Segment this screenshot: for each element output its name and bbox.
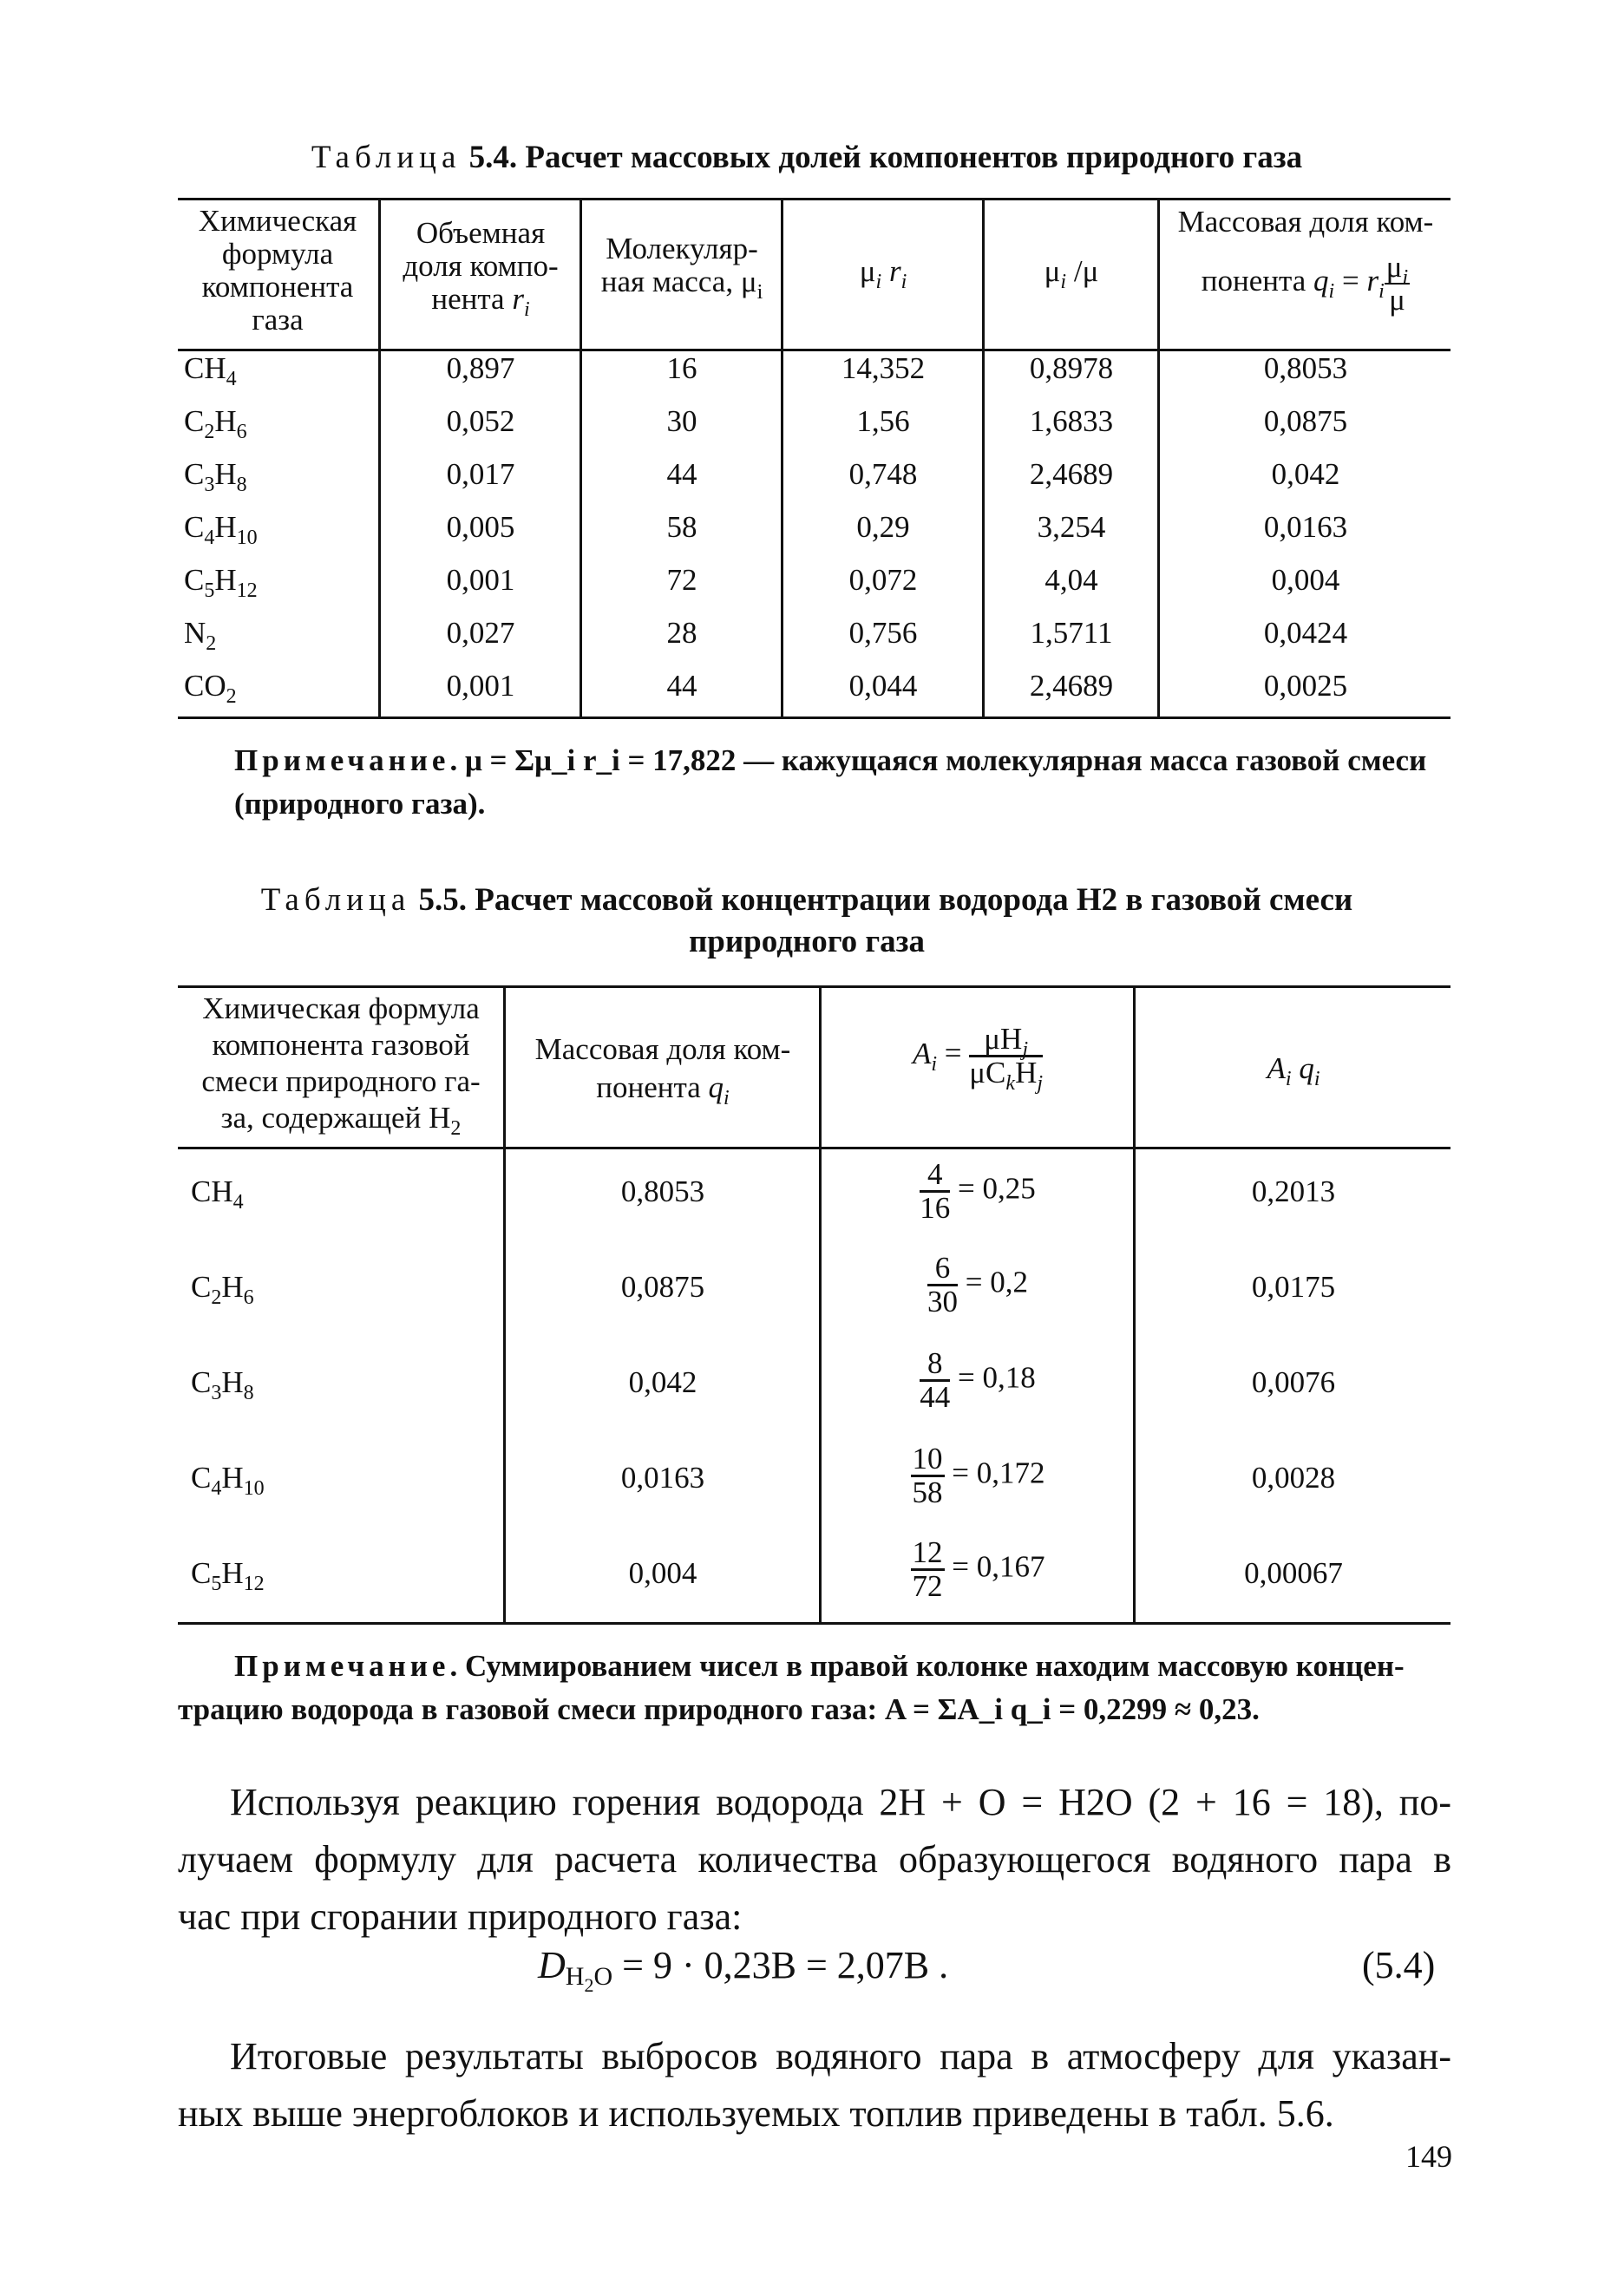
table1-row-formula: $CO_2$	[184, 669, 237, 708]
table1-note-text: μ = Σμ_i r_i = 17,822 — кажущаяся молекулярная масса газовой смеси (природного газа).	[234, 743, 1427, 821]
table2-header-aq: $A_i$ $q_i$	[1267, 1051, 1320, 1090]
table2-cell-q: 0,004	[628, 1556, 697, 1590]
table1-cell: 44	[666, 669, 697, 703]
table1-cell: 14,352	[841, 351, 926, 385]
table1-cell: 58	[666, 510, 697, 544]
table1-cell: 4,04	[1044, 563, 1098, 597]
table1-row-formula: $C_3H_8$	[184, 457, 247, 496]
table1-cell: 0,0025	[1263, 669, 1348, 703]
table2-note-line2: трацию водорода в газовой смеси природного газа: A = ΣA_i q_i = 0,2299 ≈ 0,23.	[178, 1692, 1260, 1726]
table2-header-rule	[178, 1147, 1450, 1149]
fraction-result: = 0,18	[958, 1360, 1036, 1395]
table1-cell: 0,027	[446, 616, 515, 650]
table1-cell: 0,052	[446, 404, 515, 438]
table2-caption	[174, 880, 1440, 963]
table2-cell-aq: 0,0175	[1251, 1270, 1336, 1304]
table1-col-divider	[580, 198, 582, 718]
table1-cell: 28	[666, 616, 697, 650]
table1-cell: 0,044	[848, 669, 918, 703]
table1-col-divider	[1157, 198, 1160, 718]
table1-cell: 0,005	[446, 510, 515, 544]
table2-row-formula: $CH_4$	[191, 1174, 244, 1214]
table1-note: Примечание. μ = Σμ_i r_i = 17,822 — кажущаяся молекулярная масса газовой смеси (природного газа).	[234, 743, 1427, 821]
table1-cell: 16	[666, 351, 697, 385]
table1-cell: 0,0163	[1263, 510, 1348, 544]
table2-cell-q: 0,0163	[620, 1461, 705, 1495]
table1-cell: 1,6833	[1029, 404, 1114, 438]
table1-cell: 0,001	[446, 563, 515, 597]
table1-cell: 0,017	[446, 457, 515, 491]
table1-label: Таблица	[311, 140, 462, 175]
table1-row-formula: $C_2H_6$	[184, 404, 247, 443]
table2-top-rule	[178, 985, 1450, 988]
fraction-result: = 0,167	[952, 1549, 1045, 1584]
table2-cell-a	[822, 1253, 1133, 1318]
fraction-denominator: 16	[920, 1191, 951, 1225]
table1-cell: 0,0424	[1263, 616, 1348, 650]
table2-cell-aq: 0,2013	[1251, 1174, 1336, 1208]
table1-row-formula: $C_4H_{10}$	[184, 510, 258, 549]
table1-cell: 0,29	[856, 510, 910, 544]
fraction-denominator: 44	[920, 1380, 951, 1414]
table1-cell: 30	[666, 404, 697, 438]
table1-cell: 0,756	[848, 616, 918, 650]
table1-header-volume: Объемная доля компо- нента $r_i$	[403, 216, 559, 321]
table1-cell: 3,254	[1037, 510, 1106, 544]
fraction-result: = 0,25	[958, 1171, 1036, 1206]
equation-body: = 9 · 0,23B = 2,07B .	[622, 1944, 949, 1986]
table1-row-formula: $N_2$	[184, 616, 217, 655]
equation-number: (5.4)	[1362, 1944, 1436, 1986]
table2-cell-q: 0,8053	[620, 1174, 705, 1208]
table2-note-line1: Суммированием чисел в правой колонке находим массовую концен-	[464, 1649, 1405, 1683]
table1-header-mu-ratio: $\mu_i$ /μ	[1044, 254, 1099, 293]
table2-cell-a	[822, 1537, 1133, 1602]
table1-cell: 0,072	[848, 563, 918, 597]
table2-header-formula: Химическая формула компонента газовой смеси природного га- за, содержащей $H_2$	[201, 991, 481, 1140]
table1-cell: 2,4689	[1029, 457, 1114, 491]
paragraph-2-line: ных выше энергоблоков и используемых топлив приведены в табл. 5.6.	[178, 2092, 1334, 2135]
table2-header-a: $A_i$ = $\frac{\mu H_j}{\mu C_kH_j}$	[912, 1022, 1044, 1095]
table2-label: Таблица	[260, 882, 411, 918]
table1-cell: 0,8978	[1029, 351, 1114, 385]
table2-note-label: Примечание	[234, 1649, 450, 1683]
table2-cell-a	[822, 1159, 1133, 1224]
table1-header-formula: Химическая формула компонента газа	[198, 204, 357, 337]
table1-cell: 44	[666, 457, 697, 491]
table2-note: Примечание. Суммированием чисел в правой колонке находим массовую концен- трацию водорода в газовой смеси природного газа: A = ΣA_i q_i = 0,2299 ≈ 0,23.	[178, 1649, 1405, 1726]
table2-row-formula: $C_2H_6$	[191, 1270, 254, 1309]
table2-col-divider	[819, 985, 822, 1624]
table1-cell: 0,8053	[1263, 351, 1348, 385]
fraction-numerator: 4	[920, 1159, 950, 1193]
table2-title-line2: природного газа	[688, 924, 926, 959]
table1-row-formula: $C_5H_{12}$	[184, 563, 258, 602]
table1-title: 5.4. Расчет массовых долей компонентов природного газа	[468, 140, 1303, 175]
table2-row-formula: $C_5H_{12}$	[191, 1556, 265, 1595]
fraction-result: = 0,172	[952, 1456, 1045, 1490]
table1-cell: 72	[666, 563, 697, 597]
table1-cell: 0,004	[1271, 563, 1340, 597]
table1-cell: 0,0875	[1263, 404, 1348, 438]
fraction-denominator: 30	[927, 1285, 958, 1318]
table1-header-mass-fraction: Массовая доля ком- понента $q_i = r_i$ $\frac{\mu_i}{\mu}$	[1177, 205, 1434, 317]
table1-top-rule	[178, 198, 1450, 200]
fraction-numerator: 6	[927, 1253, 958, 1286]
table1-col-divider	[781, 198, 783, 718]
table1-cell: 1,5711	[1030, 616, 1113, 650]
page-number: 149	[1405, 2139, 1452, 2174]
table1-cell: 0,748	[848, 457, 918, 491]
table2-cell-a	[822, 1348, 1133, 1413]
table1-bottom-rule	[178, 716, 1450, 719]
fraction-numerator: 12	[912, 1535, 943, 1569]
paragraph-2-line: Итоговые результаты выбросов водяного пара в атмосферу для указан-	[230, 2035, 1451, 2077]
table1-note-label: Примечание	[234, 743, 450, 777]
table1-col-divider	[378, 198, 381, 718]
paragraph-1-line: Используя реакцию горения водорода 2H + O = H2O (2 + 16 = 18), по-	[230, 1781, 1451, 1823]
table2-cell-a	[822, 1443, 1133, 1508]
table2-col-divider	[503, 985, 506, 1624]
table1-cell: 1,56	[856, 404, 910, 438]
table2-row-formula: $C_3H_8$	[191, 1365, 254, 1404]
table2-cell-aq: 0,0076	[1251, 1365, 1336, 1399]
table2-cell-aq: 0,00067	[1244, 1556, 1343, 1590]
table2-title-line1: 5.5. Расчет массовой концентрации водорода H2 в газовой смеси	[418, 882, 1353, 918]
table1-cell: 0,897	[446, 351, 515, 385]
table1-cell: 0,001	[446, 669, 515, 703]
table1-caption	[174, 137, 1440, 179]
paragraph-1-line: час при сгорании природного газа:	[178, 1895, 743, 1938]
table2-row-formula: $C_4H_{10}$	[191, 1461, 265, 1500]
table1-cell: 2,4689	[1029, 669, 1114, 703]
table1-cell: 0,042	[1271, 457, 1340, 491]
fraction-numerator: 10	[912, 1442, 943, 1475]
fraction-denominator: 58	[912, 1475, 943, 1509]
fraction-result: = 0,2	[965, 1265, 1028, 1299]
fraction-denominator: 72	[912, 1569, 943, 1603]
table2-cell-q: 0,0875	[620, 1270, 705, 1304]
table2-header-mass-fraction: Массовая доля ком- понента $q_i$	[534, 1032, 791, 1109]
table1-col-divider	[982, 198, 985, 718]
paragraph-2	[178, 2028, 1451, 2143]
table1-header-mu-r: $\mu_i$ $r_i$	[859, 254, 907, 293]
fraction-numerator: 8	[920, 1348, 950, 1382]
paragraph-1-line: лучаем формулу для расчета количества образующегося водяного пара в	[178, 1838, 1451, 1881]
table2-col-divider	[1133, 985, 1136, 1624]
table2-cell-q: 0,042	[628, 1365, 697, 1399]
table2-bottom-rule	[178, 1622, 1450, 1625]
table1-header-molar: Молекуляр- ная масса, $\mu_i$	[600, 232, 763, 304]
table1-row-formula: $CH_4$	[184, 351, 237, 390]
table2-cell-aq: 0,0028	[1251, 1461, 1336, 1495]
equation-5-4: $D_{H_2O} = 9 \cdot 0,23B = 2,07B$ .	[538, 1944, 949, 1996]
paragraph-1	[178, 1774, 1451, 1946]
